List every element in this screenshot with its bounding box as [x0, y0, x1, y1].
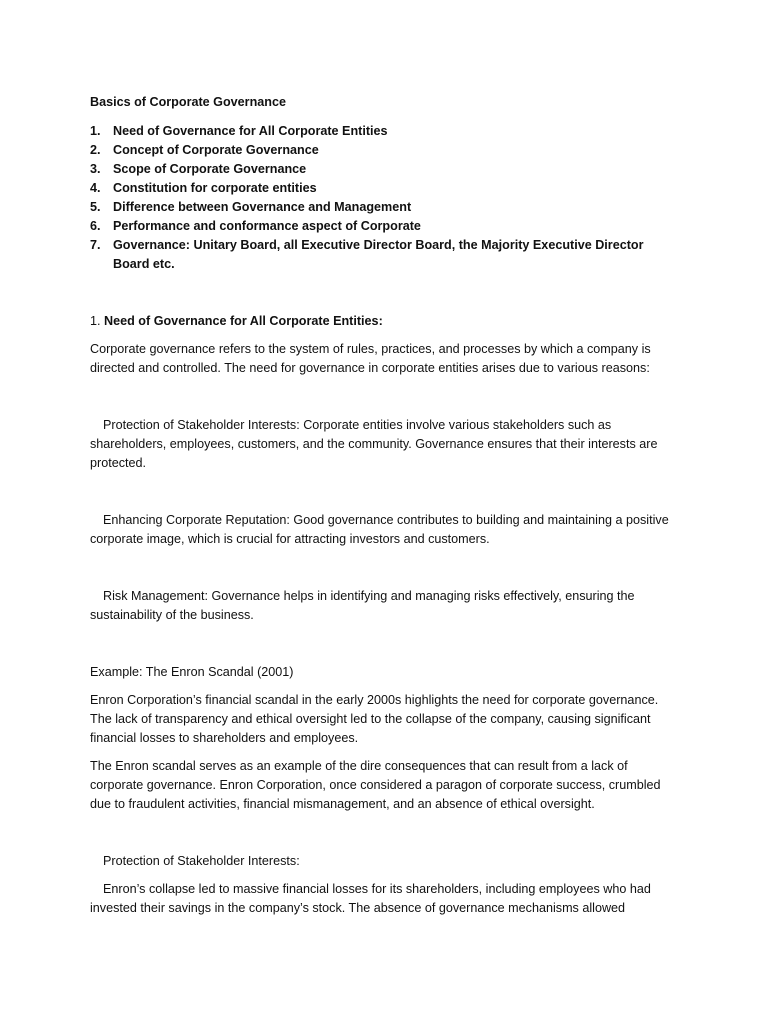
toc-text: Constitution for corporate entities — [113, 181, 317, 195]
toc-number: 1. — [90, 124, 101, 138]
point-corporate-reputation: Enhancing Corporate Reputation: Good governance contributes to building and maintaining a positive corporate image, which is crucial for attracting investors and customers. — [90, 513, 669, 546]
document-title: Basics of Corporate Governance — [90, 95, 286, 109]
toc-number: 7. — [90, 238, 101, 252]
subsection-heading: Protection of Stakeholder Interests: — [103, 854, 300, 868]
toc-item — [90, 217, 680, 236]
toc-item — [90, 141, 680, 160]
example-paragraph: The Enron scandal serves as an example of the dire consequences that can result from a lack of corporate governance. Enron Corporation, once considered a paragon of corporate success, crumbled due to fraudulent activities, financial mismanagement, and an absence of ethical oversight. — [90, 759, 661, 811]
section-number: 1. — [90, 314, 101, 328]
toc-number: 2. — [90, 143, 101, 157]
toc-text: Scope of Corporate Governance — [113, 162, 307, 176]
section-intro: Corporate governance refers to the system of rules, practices, and processes by which a company is directed and controlled. The need for governance in corporate entities arises due to various reasons: — [90, 342, 651, 375]
document-body — [90, 93, 680, 927]
toc-text: Difference between Governance and Management — [113, 200, 412, 214]
subsection-paragraph: Enron’s collapse led to massive financial losses for its shareholders, including employees who had invested their savings in the company’s stock. The absence of governance mechanisms allowed — [90, 882, 651, 915]
toc-number: 3. — [90, 162, 101, 176]
toc-item — [90, 160, 680, 179]
toc-item — [90, 122, 680, 141]
section-title: Need of Governance for All Corporate Entities: — [104, 314, 383, 328]
toc-text: Need of Governance for All Corporate Entities — [113, 124, 388, 138]
toc-number: 4. — [90, 181, 101, 195]
toc-item — [90, 179, 680, 198]
toc-number: 5. — [90, 200, 101, 214]
point-stakeholder-interests: Protection of Stakeholder Interests: Corporate entities involve various stakeholders such as shareholders, employees, customers, and the community. Governance ensures that their interests are protected. — [90, 418, 658, 470]
section-heading — [90, 312, 680, 331]
toc-text: Concept of Corporate Governance — [113, 143, 319, 157]
toc-item — [90, 198, 680, 217]
point-risk-management: Risk Management: Governance helps in identifying and managing risks effectively, ensuring the sustainability of the business. — [90, 589, 635, 622]
table-of-contents — [90, 122, 680, 274]
toc-text: Performance and conformance aspect of Corporate — [113, 219, 421, 233]
toc-text: Governance: Unitary Board, all Executive Director Board, the Majority Executive Director Board etc. — [113, 238, 644, 271]
example-paragraph: Enron Corporation’s financial scandal in the early 2000s highlights the need for corporate governance. The lack of transparency and ethical oversight led to the collapse of the company, causing significant financial losses to shareholders and employees. — [90, 693, 659, 745]
toc-number: 6. — [90, 219, 101, 233]
example-heading: Example: The Enron Scandal (2001) — [90, 665, 294, 679]
toc-item — [90, 236, 680, 274]
